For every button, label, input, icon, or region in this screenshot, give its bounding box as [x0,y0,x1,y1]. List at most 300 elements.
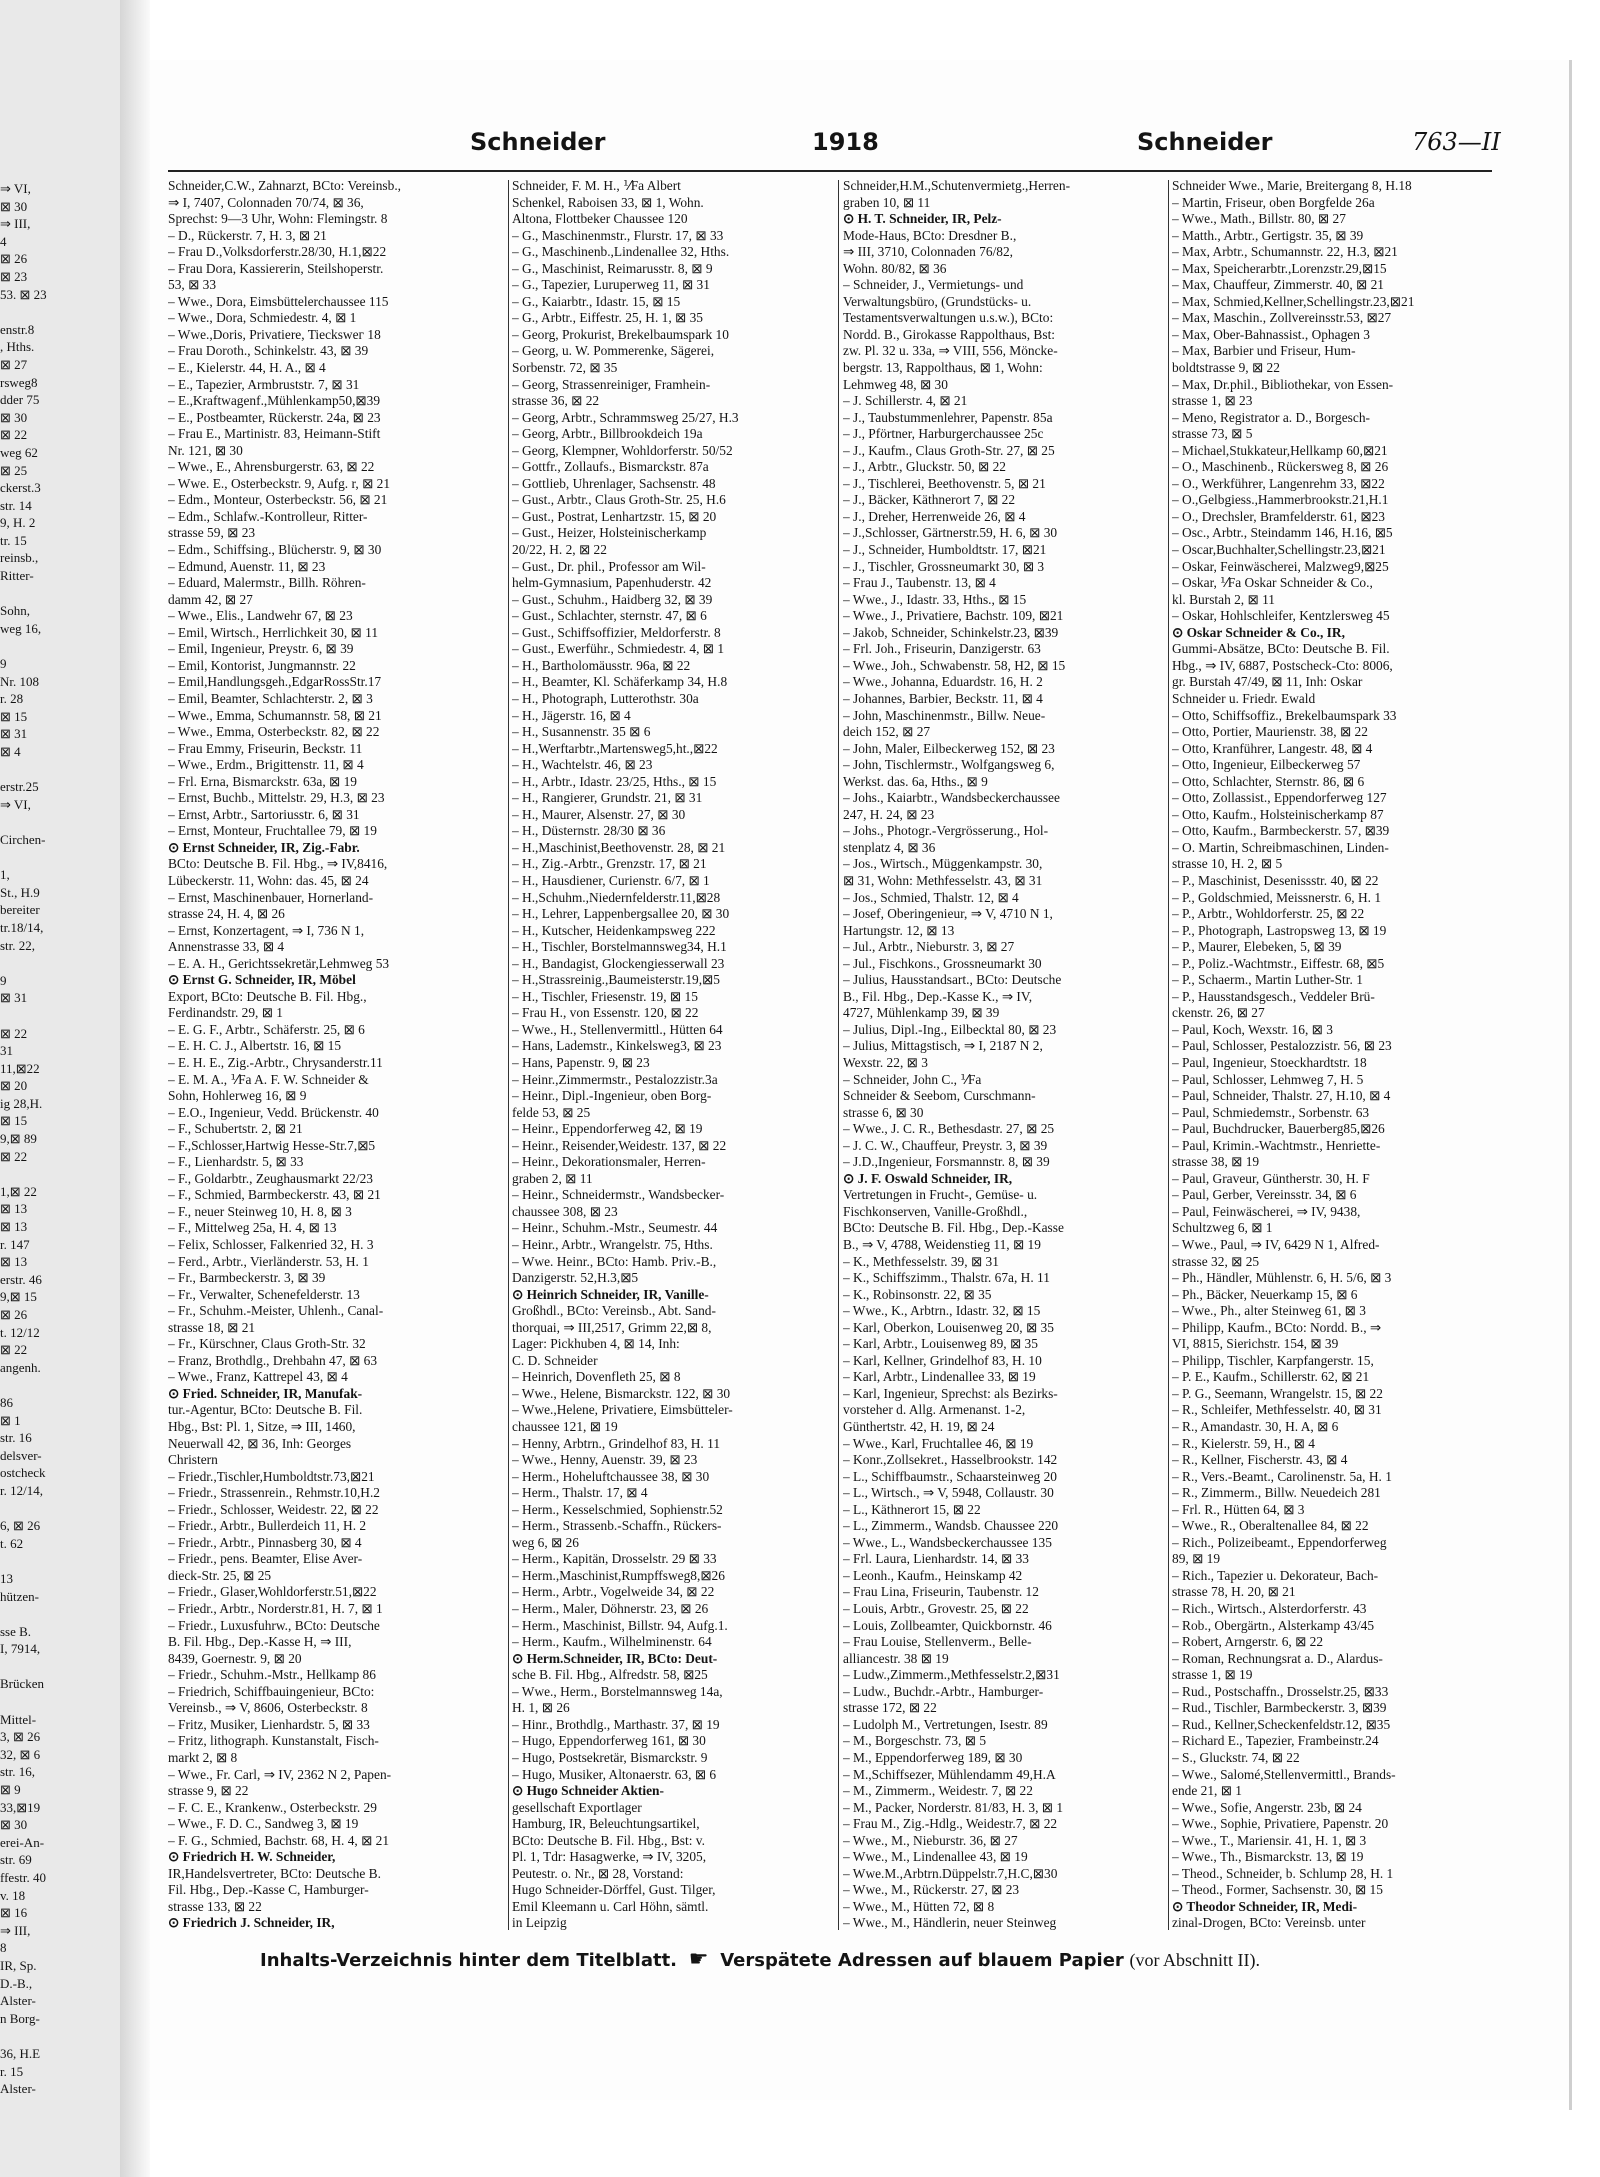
directory-entry-line: – H., Wachtelstr. 46, ⊠ 23 [512,757,653,773]
directory-entry-line: – R., Kielerstr. 59, H., ⊠ 4 [1172,1435,1315,1451]
directory-entry-line: – Wwe., M., Lindenallee 43, ⊠ 19 [843,1849,1028,1865]
directory-entry-line: – Heinr., Reisender,Weidestr. 137, ⊠ 22 [512,1137,727,1153]
directory-entry-line: BCto: Deutsche B. Fil. Hbg., Dep.-Kasse [843,1220,1064,1236]
fragment-line: 32, ⊠ 6 [0,1746,41,1762]
directory-entry-line: – Karl, Kellner, Grindelhof 83, H. 10 [843,1352,1042,1368]
directory-entry-line: – G., Kaiarbtr., Idastr. 15, ⊠ 15 [512,293,681,309]
directory-entry-line: – Jos., Wirtsch., Müggenkampstr. 30, [843,856,1043,872]
fragment-line: str. 69 [0,1852,32,1868]
directory-entry-line: Mode-Haus, BCto: Dresdner B., [843,227,1017,243]
directory-entry-line: ⊙ Herm.Schneider, IR, BCto: Deut- [512,1650,718,1666]
directory-entry-line: – Wwe. Heinr., BCto: Hamb. Priv.-B., [512,1253,717,1269]
directory-entry-line: – M., Packer, Norderstr. 81/83, H. 3, ⊠ 1 [843,1799,1064,1815]
directory-entry-line: – Ernst, Maschinenbauer, Hornerland- [168,889,374,905]
fragment-line: ⊠ 22 [0,1025,28,1041]
directory-entry-line: – Louis, Zollbeamter, Quickbornstr. 46 [843,1617,1052,1633]
directory-entry-line: – Edmund, Auenstr. 11, ⊠ 23 [168,558,326,574]
directory-entry-line: – E. A. H., Gerichtssekretär,Lehmweg 53 [168,955,390,971]
directory-entry-line: Hartungstr. 12, ⊠ 13 [843,922,955,938]
directory-entry-line: – Meno, Registrator a. D., Borgesch- [1172,409,1370,425]
fragment-line: ⊠ 30 [0,1817,28,1833]
directory-entry-line: – J., Schneider, Humboldtstr. 17, ⊠21 [843,542,1047,558]
directory-entry-line: – Oskar, Feinwäscherei, Malzweg9,⊠25 [1172,558,1389,574]
directory-entry-line: – Josef, Oberingenieur, ⇒ V, 4710 N 1, [843,906,1053,922]
directory-entry-line: – Herm., Maschinist, Billstr. 94, Aufg.1. [512,1617,728,1633]
fragment-line: ⇒ VI, [0,181,31,196]
fragment-line: ⊠ 31 [0,726,28,742]
directory-entry-line: Schneider,H.M.,Schutenvermietg.,Herren- [843,178,1071,193]
fragment-line: 1,⊠ 22 [0,1183,37,1199]
directory-entry-line [1172,1932,1492,1933]
directory-entry-line: – J., Tischlerei, Beethovenstr. 5, ⊠ 21 [843,475,1046,491]
fragment-line: erei-An- [0,1834,45,1850]
directory-entry-line: – Jul., Arbtr., Nieburstr. 3, ⊠ 27 [843,939,1015,955]
fragment-line: ⊠ 4 [0,744,21,759]
directory-entry-line: Gummi-Absätze, BCto: Deutsche B. Fil. [1172,641,1390,657]
directory-entry-line: – Paul, Schneider, Thalstr. 27, H.10, ⊠ 4 [1172,1088,1391,1104]
directory-entry-line: – K., Robinsonstr. 22, ⊠ 35 [843,1286,992,1302]
directory-entry-line: – Jos., Schmied, Thalstr. 12, ⊠ 4 [843,889,1019,905]
directory-entry-line: – Otto, Portier, Maurienstr. 38, ⊠ 22 [1172,724,1368,740]
directory-entry-line: – Gust., Dr. phil., Professor am Wil- [512,558,706,574]
directory-entry-line: – Georg, Arbtr., Schrammsweg 25/27, H.3 [512,409,739,425]
directory-entry-line: strasse 18, ⊠ 21 [168,1319,256,1335]
directory-entry-line: – H., Tischler, Borstelmannsweg34, H.1 [512,939,727,955]
pointing-hand-icon: ☛ [688,1947,709,1972]
directory-entry-line: – E. H. E., Zig.-Arbtr., Chrysanderstr.11 [168,1054,383,1070]
directory-entry-line: Wohn. 80/82, ⊠ 36 [843,260,947,276]
fragment-line: Mittel- [0,1711,37,1727]
previous-page-fragments [0,180,120,2098]
directory-entry-line: – Paul, Koch, Wexstr. 16, ⊠ 3 [1172,1021,1333,1037]
directory-entry-line: – G., Arbtr., Eiffestr. 25, H. 1, ⊠ 35 [512,310,703,326]
directory-entry-line: – H., Bandagist, Glockengiesserwall 23 [512,955,725,971]
directory-entry-line: – Hugo, Musiker, Altonaerstr. 63, ⊠ 6 [512,1766,717,1782]
directory-entry-line: – John, Maschinenmstr., Billw. Neue- [843,707,1046,723]
directory-entry-line: – Wwe., Emma, Schumannstr. 58, ⊠ 21 [168,707,382,723]
scan-edge [1569,60,1572,2110]
fragment-line: v. 18 [0,1887,26,1903]
directory-entry-line: – R., Amandastr. 30, H. A, ⊠ 6 [1172,1419,1339,1435]
directory-entry-line: – Ludw.,Zimmerm.,Methfesselstr.2,⊠31 [843,1667,1060,1683]
directory-entry-line: Vertretungen in Frucht-, Gemüse- u. [843,1187,1038,1203]
directory-entry-line: – Emil, Kontorist, Jungmannstr. 22 [168,657,356,673]
fragment-line: tr. 15 [0,532,27,548]
directory-entry-line: B. Fil. Hbg., Dep.-Kasse H, ⇒ III, [168,1634,352,1650]
directory-entry-line: – Wwe., Math., Billstr. 80, ⊠ 27 [1172,211,1346,227]
directory-entry-line: – D., Rückerstr. 7, H. 3, ⊠ 21 [168,227,327,243]
directory-entry-line: – Schneider, John C., ⅟Fa [843,1071,982,1087]
fragment-line: 9, H. 2 [0,515,36,531]
fragment-line: ⊠ 13 [0,1219,28,1235]
directory-entry-line: – Friedrich, Schiffbauingenieur, BCto: [168,1683,375,1699]
fragment-line: 53. ⊠ 23 [0,286,47,302]
fragment-line: ostcheck [0,1465,46,1481]
directory-entry-line: – Friedr., Arbtr., Bullerdeich 11, H. 2 [168,1518,367,1534]
directory-entry-line: tur.-Agentur, BCto: Deutsche B. Fil. [168,1402,363,1418]
directory-entry-line: – Frau Emmy, Friseurin, Beckstr. 11 [168,740,363,756]
directory-entry-line: – Gust., Schiffsoffizier, Meldorferstr. 8 [512,624,721,640]
directory-entry-line: – Herm., Maler, Döhnerstr. 23, ⊠ 26 [512,1601,709,1617]
directory-entry-line: – J., Kaufm., Claus Groth-Str. 27, ⊠ 25 [843,442,1055,458]
directory-entry-line: – Wwe., M., Hütten 72, ⊠ 8 [843,1898,995,1914]
fragment-line: enstr.8 [0,321,35,337]
directory-entry-line: – Robert, Arngerstr. 6, ⊠ 22 [1172,1634,1324,1650]
directory-entry-line: – Wwe., Franz, Kattrepel 43, ⊠ 4 [168,1369,348,1385]
directory-entry-line: – G., Maschinist, Reimarusstr. 8, ⊠ 9 [512,260,713,276]
directory-entry-line: strasse 1, ⊠ 23 [1172,393,1253,409]
directory-entry-line: – Wwe., L., Wandsbeckerchaussee 135 [843,1534,1052,1550]
directory-entry-line: – F., Goldarbtr., Zeughausmarkt 22/23 [168,1170,373,1186]
fragment-line: sse B. [0,1623,32,1639]
directory-entry-line: – Wwe., F. D. C., Sandweg 3, ⊠ 19 [168,1816,359,1832]
directory-entry-line: – H., Kutscher, Heidenkampsweg 222 [512,922,716,938]
fragment-line: ⊠ 27 [0,356,28,372]
directory-entry-line: – Max, Speicherarbtr.,Lorenzstr.29,⊠15 [1172,260,1387,276]
directory-entry-line: – O. Martin, Schreibmaschinen, Linden- [1172,839,1389,855]
directory-entry-line: – John, Maler, Eilbeckerweg 152, ⊠ 23 [843,740,1055,756]
directory-entry-line: chaussee 308, ⊠ 23 [512,1203,618,1219]
directory-entry-line: strasse 38, ⊠ 19 [1172,1154,1260,1170]
directory-entry-line: ⊙ J. F. Oswald Schneider, IR, [843,1170,1013,1186]
directory-entry-line: – Emil,Handlungsgeh.,EdgarRossStr.17 [168,674,382,690]
directory-entry-line: thorquai, ⇒ III,2517, Grimm 22,⊠ 8, [512,1319,712,1335]
directory-entry-line: – H., Bartholomäusstr. 96a, ⊠ 22 [512,657,691,673]
directory-entry-line: – Georg, Strassenreiniger, Framhein- [512,376,711,392]
directory-entry-line: strasse 73, ⊠ 5 [1172,426,1253,442]
directory-entry-line: – Gust., Ewerführ., Schmiedestr. 4, ⊠ 1 [512,641,725,657]
directory-entry-line: – Wwe., E., Ahrensburgerstr. 63, ⊠ 22 [168,459,375,475]
directory-entry-line: – Wwe.M.,Arbtrn.Düppelstr.7,H.C,⊠30 [843,1865,1058,1881]
directory-entry-line: VI, 8815, Sierichstr. 154, ⊠ 39 [1172,1336,1339,1352]
directory-entry-line: – Friedr., Arbtr., Norderstr.81, H. 7, ⊠ 1 [168,1601,383,1617]
directory-entry-line: – Julius, Dipl.-Ing., Eilbecktal 80, ⊠ 23 [843,1021,1057,1037]
directory-entry-line: ⊙ Ernst Schneider, IR, Zig.-Fabr. [168,839,360,855]
directory-entry-line: – Roman, Rechnungsrat a. D., Alardus- [1172,1650,1383,1666]
directory-entry-line: – Matth., Arbtr., Gertigstr. 35, ⊠ 39 [1172,227,1364,243]
fragment-line: weg 62 [0,444,38,460]
directory-entry-line: – Wwe., Th., Bismarckstr. 13, ⊠ 19 [1172,1849,1364,1865]
directory-entry-line: Hbg., ⇒ IV, 6887, Postscheck-Cto: 8006, [1172,657,1393,673]
directory-entry-line: – Wwe., K., Arbtrn., Idastr. 32, ⊠ 15 [843,1303,1041,1319]
fragment-line: 9 [0,656,7,672]
directory-entry-line: – H., Hausdiener, Curienstr. 6/7, ⊠ 1 [512,872,710,888]
directory-entry-line: 53, ⊠ 33 [168,277,217,293]
directory-entry-line: – H., Maurer, Alsenstr. 27, ⊠ 30 [512,806,686,822]
directory-entry-line: – Edm., Monteur, Osterbeckstr. 56, ⊠ 21 [168,492,388,508]
fragment-line [0,1658,120,1676]
directory-entry-line: – Eduard, Malermstr., Billh. Röhren- [168,575,366,591]
directory-entry-line: – Wwe., Salomé,Stellenvermittl., Brands- [1172,1766,1396,1782]
directory-entry-line: Sprechst: 9—3 Uhr, Wohn: Flemingstr. 8 [168,211,388,227]
column-1 [168,178,504,1933]
directory-entry-line: B., Fil. Hbg., Dep.-Kasse K., ⇒ IV, [843,988,1033,1004]
directory-entry-line: – O., Drechsler, Bramfelderstr. 61, ⊠23 [1172,508,1385,524]
directory-entry-line: – Friedr., Schuhm.-Mstr., Hellkamp 86 [168,1667,376,1683]
fragment-line: r. 147 [0,1236,30,1252]
directory-entry-line: – Max, Maschin., Zollvereinsstr.53, ⊠27 [1172,310,1392,326]
directory-entry-line: strasse 6, ⊠ 30 [843,1104,924,1120]
header-right: Schneider [1137,128,1273,156]
directory-entry-line: sche B. Fil. Hbg., Alfredstr. 58, ⊠25 [512,1667,708,1683]
directory-entry-line: – Friedr., Luxusfuhrw., BCto: Deutsche [168,1617,380,1633]
directory-entry-line: – Max, Chauffeur, Zimmerstr. 40, ⊠ 21 [1172,277,1385,293]
directory-entry-line: – Max, Barbier und Friseur, Hum- [1172,343,1356,359]
directory-entry-line: – Wwe., Sofie, Angerstr. 23b, ⊠ 24 [1172,1799,1362,1815]
fragment-line: hützen- [0,1588,39,1604]
directory-entry-line: – E.O., Ingenieur, Vedd. Brückenstr. 40 [168,1104,379,1120]
directory-entry-line: – Frau M., Zig.-Hdlg., Weidestr.7, ⊠ 22 [843,1816,1058,1832]
fragment-line [0,1500,120,1518]
directory-entry-line: – H.,Maschinist,Beethovenstr. 28, ⊠ 21 [512,839,726,855]
directory-entry-line: ⊙ Oskar Schneider & Co., IR, [1172,624,1345,640]
fragment-line: ⊠ 16 [0,1905,28,1921]
directory-entry-line: – Herm., Hoheluftchaussee 38, ⊠ 30 [512,1468,710,1484]
directory-entry-line: – Felix, Schlosser, Falkenried 32, H. 3 [168,1237,374,1252]
directory-entry-line: – Emil, Ingenieur, Preystr. 6, ⊠ 39 [168,641,354,657]
header-left: Schneider [470,128,606,156]
directory-entry-line: – G., Maschinenmstr., Flurstr. 17, ⊠ 33 [512,227,724,243]
directory-entry-line: – Michael,Stukkateur,Hellkamp 60,⊠21 [1172,442,1388,458]
directory-entry-line: – Wwe., M., Händlerin, neuer Steinweg [843,1915,1057,1931]
directory-entry-line: IR,Handelsvertreter, BCto: Deutsche B. [168,1865,381,1881]
directory-entry-line: – Otto, Zollassist., Eppendorferweg 127 [1172,790,1387,806]
directory-entry-line: – Wwe., J., Idastr. 33, Hths., ⊠ 15 [843,591,1027,607]
directory-entry-line: – Paul, Schlosser, Pestalozzistr. 56, ⊠ 23 [1172,1038,1392,1054]
directory-entry-line: – P., Poliz.-Wachtmstr., Eiffestr. 68, ⊠5 [1172,955,1385,971]
fragment-line [0,1007,120,1025]
directory-entry-line: – Wwe., Johanna, Eduardstr. 16, H. 2 [843,674,1043,690]
binding-shadow [120,0,150,2177]
directory-entry-line: – Wwe., Elis., Landwehr 67, ⊠ 23 [168,608,353,624]
fragment-line: ⇒ III, [0,216,31,232]
fragment-line: 11,⊠22 [0,1060,40,1076]
directory-entry-line: strasse 10, H. 2, ⊠ 5 [1172,856,1283,872]
directory-entry-line: – Paul, Gerber, Vereinsstr. 34, ⊠ 6 [1172,1187,1357,1203]
directory-entry-line: – Heinrich, Dovenfleth 25, ⊠ 8 [512,1369,681,1385]
directory-entry-line: helm-Gymnasium, Papenhuderstr. 42 [512,575,712,591]
directory-entry-line: – M., Eppendorferweg 189, ⊠ 30 [843,1749,1023,1765]
directory-entry-line: – Ph., Bäcker, Neuerkamp 15, ⊠ 6 [1172,1286,1358,1302]
directory-entry-line: graben 10, ⊠ 11 [843,194,931,210]
directory-entry-line: 4727, Mühlenkamp 39, ⊠ 39 [843,1005,1000,1021]
directory-entry-line: – Paul, Schlosser, Lehmweg 7, H. 5 [1172,1071,1364,1087]
fragment-line: ⊠ 22 [0,1342,28,1358]
directory-entry-line: – Edm., Schiffsing., Blücherstr. 9, ⊠ 30 [168,542,382,558]
directory-entry-line: – Fritz, Musiker, Lienhardstr. 5, ⊠ 33 [168,1716,370,1732]
directory-entry-line: – Franz, Brothdlg., Drehbahn 47, ⊠ 63 [168,1352,378,1368]
directory-entry-line: – J., Dreher, Herrenweide 26, ⊠ 4 [843,508,1026,524]
directory-entry-line: – Ernst, Monteur, Fruchtallee 79, ⊠ 19 [168,823,377,839]
directory-entry-line: Pl. 1, Tdr: Hasagwerke, ⇒ IV, 3205, [512,1849,707,1865]
directory-entry-line: – E. G. F., Arbtr., Schäferstr. 25, ⊠ 6 [168,1021,365,1037]
fragment-line: 86 [0,1394,13,1410]
directory-entry-line: – Hugo, Eppendorferweg 161, ⊠ 30 [512,1733,706,1749]
fragment-line [0,1605,120,1623]
directory-entry-line: – Heinr., Dekorationsmaler, Herren- [512,1154,706,1170]
directory-entry-line: – M., Borgeschstr. 73, ⊠ 5 [843,1733,987,1749]
fragment-line: ⊠ 22 [0,427,28,443]
fragment-line: str. 14 [0,497,32,513]
directory-entry-line: – Georg, Prokurist, Brekelbaumspark 10 [512,326,729,342]
directory-entry-line: – Osc., Arbtr., Steindamm 146, H.16, ⊠5 [1172,525,1393,541]
directory-entry-line: – H., Zig.-Arbtr., Grenzstr. 17, ⊠ 21 [512,856,707,872]
directory-entry-line: – Jakob, Schneider, Schinkelstr.23, ⊠39 [843,624,1059,640]
footer-note [260,1947,1460,1972]
directory-entry-line: – Friedr.,Tischler,Humboldtstr.73,⊠21 [168,1468,375,1484]
directory-entry-line: – Ernst, Arbtr., Sartoriusstr. 6, ⊠ 31 [168,806,360,822]
fragment-line: ⊠ 22 [0,1148,28,1164]
directory-entry-line: – F. G., Schmied, Bachstr. 68, H. 4, ⊠ 21 [168,1832,390,1848]
fragment-line [0,2027,120,2045]
fragment-line: ⊠ 1 [0,1412,21,1428]
page-number: 763—II [1412,128,1501,156]
directory-entry-line: – Philipp, Tischler, Karpfangerstr. 15, [1172,1352,1374,1368]
directory-entry-line: – Emil, Wirtsch., Herrlichkeit 30, ⊠ 11 [168,624,379,640]
column-divider [838,180,839,1930]
directory-entry-line: stenplatz 4, ⊠ 36 [843,839,936,855]
directory-entry-line: – K., Schiffszimm., Thalstr. 67a, H. 11 [843,1270,1050,1286]
directory-entry-line: – E. H. C. J., Albertstr. 16, ⊠ 15 [168,1038,342,1054]
directory-entry-line: graben 2, ⊠ 11 [512,1170,593,1186]
directory-entry-line: – P., Maurer, Elebeken, 5, ⊠ 39 [1172,939,1342,955]
directory-entry-line: C. D. Schneider [512,1352,598,1368]
directory-entry-line: Schneider, F. M. H., ⅟Fa Albert [512,178,681,193]
directory-entry-line: – M., Zimmerm., Weidestr. 7, ⊠ 22 [843,1783,1033,1799]
directory-entry-line: – Herm., Kesselschmied, Sophienstr.52 [512,1501,723,1517]
directory-entry-line: – Heinr., Schuhm.-Mstr., Seumestr. 44 [512,1220,718,1236]
directory-entry-line: – Wwe., Fr. Carl, ⇒ IV, 2362 N 2, Papen- [168,1766,392,1782]
directory-entry-line: – P., Photograph, Lastropsweg 13, ⊠ 19 [1172,922,1387,938]
fragment-line: 33,⊠19 [0,1799,41,1815]
directory-entry-line: – R., Schleifer, Methfesselstr. 40, ⊠ 31 [1172,1402,1382,1418]
directory-entry-line: – E., Postbeamter, Rückerstr. 24a, ⊠ 23 [168,409,381,425]
directory-entry-line: – Herm., Kapitän, Drosselstr. 29 ⊠ 33 [512,1551,717,1567]
directory-entry-line: ⊙ Theodor Schneider, IR, Medi- [1172,1898,1358,1914]
directory-entry-line: – Otto, Kaufm., Holsteinischerkamp 87 [1172,806,1384,822]
fragment-line: 9,⊠ 15 [0,1289,37,1305]
directory-entry-line: – P. E., Kaufm., Schillerstr. 62, ⊠ 21 [1172,1369,1370,1385]
header-rule [168,170,1492,172]
directory-entry-line: – O.,Gelbgiess.,Hammerbrookstr.21,H.1 [1172,492,1389,508]
fragment-line [0,585,120,603]
fragment-line [0,303,120,321]
directory-entry-line: – Wwe., Sophie, Privatiere, Papenstr. 20 [1172,1816,1389,1832]
directory-entry-line: felde 53, ⊠ 25 [512,1104,591,1120]
directory-entry-line: – H., Düsternstr. 28/30 ⊠ 36 [512,823,666,839]
directory-entry-line: in Leipzig [512,1915,567,1931]
directory-entry-line: Schneider Wwe., Marie, Breitergang 8, H.18 [1172,178,1412,193]
directory-entry-line: – Ernst, Buchb., Mittelstr. 29, H.3, ⊠ 23 [168,790,385,806]
directory-entry-line: – Frau H., von Essenstr. 120, ⊠ 22 [512,1005,699,1021]
directory-entry-line: – Wwe., M., Nieburstr. 36, ⊠ 27 [843,1832,1018,1848]
directory-entry-line: – Oscar,Buchhalter,Schellingstr.23,⊠21 [1172,542,1386,558]
fragment-line: ⇒ VI, [0,796,31,812]
directory-entry-line: – F., Lienhardstr. 5, ⊠ 33 [168,1154,304,1170]
directory-entry-line [168,1932,504,1933]
directory-entry-line: – Herm., Strassenb.-Schaffn., Rückers- [512,1518,722,1534]
fragment-line: ⊠ 13 [0,1254,28,1270]
fragment-line: 36, H.E [0,2045,41,2061]
directory-entry-line: – Julius, Hausstandsart., BCto: Deutsche [843,972,1062,988]
directory-entry-line: – E. M. A., ⅟Fa A. F. W. Schneider & [168,1071,369,1087]
directory-entry-line: – Wwe., J. C. R., Bethesdastr. 27, ⊠ 25 [843,1121,1055,1137]
directory-entry-line: Altona, Flottbeker Chaussee 120 [512,211,688,227]
directory-entry-line: – John, Tischlermstr., Wolfgangsweg 6, [843,757,1055,773]
directory-entry-line: damm 42, ⊠ 27 [168,591,253,607]
directory-entry-line: – Rich., Polizeibeamt., Eppendorferweg [1172,1534,1387,1550]
fragment-line: ⊠ 15 [0,708,28,724]
fragment-line: Nr. 108 [0,673,39,689]
directory-entry-line: Nordd. B., Girokasse Rappolthaus, Bst: [843,326,1056,342]
directory-entry-line: – Fr., Barmbeckerstr. 3, ⊠ 39 [168,1270,326,1286]
directory-entry-line: – Karl, Arbtr., Lindenallee 33, ⊠ 19 [843,1369,1036,1385]
directory-entry-line: strasse 78, H. 20, ⊠ 21 [1172,1584,1296,1600]
fragment-line: ⊠ 25 [0,462,28,478]
fragment-line [0,761,120,779]
directory-entry-line: – J., Arbtr., Gluckstr. 50, ⊠ 22 [843,459,1006,475]
directory-entry-line: – Heinr., Schneidermstr., Wandsbecker- [512,1187,725,1203]
directory-entry-line: Ferdinandstr. 29, ⊠ 1 [168,1005,283,1021]
directory-entry-line: – Frau D.,Volksdorferstr.28/30, H.1,⊠22 [168,244,387,260]
directory-entry-line: – G., Tapezier, Luruperweg 11, ⊠ 31 [512,277,710,293]
directory-entry-line: – E., Kielerstr. 44, H. A., ⊠ 4 [168,360,326,376]
directory-entry-line: – Wwe.,Helene, Privatiere, Eimsbütteler- [512,1402,733,1418]
directory-entry-line: – Fr., Kürschner, Claus Groth-Str. 32 [168,1336,366,1352]
directory-entry-line: – Gust., Arbtr., Claus Groth-Str. 25, H.6 [512,492,726,508]
directory-entry-line: – Wwe., Henny, Auenstr. 39, ⊠ 23 [512,1452,698,1468]
directory-entry-line: Christern [168,1452,218,1468]
directory-entry-line: – Herm., Kaufm., Wilhelminenstr. 64 [512,1634,712,1650]
directory-entry-line: B., ⇒ V, 4788, Weidenstieg 11, ⊠ 19 [843,1237,1041,1252]
directory-entry-line: – J., Tischler, Grossneumarkt 30, ⊠ 3 [843,558,1045,574]
directory-entry-line: ⊙ Ernst G. Schneider, IR, Möbel [168,972,356,988]
fragment-line: 6, ⊠ 26 [0,1518,41,1534]
directory-entry-line: – J.D.,Ingenieur, Forsmannstr. 8, ⊠ 39 [843,1154,1050,1170]
directory-entry-line: 20/22, H. 2, ⊠ 22 [512,542,607,558]
directory-entry-line: Lehmweg 48, ⊠ 30 [843,376,948,392]
directory-entry-line: Lübeckerstr. 11, Wohn: das. 45, ⊠ 24 [168,872,369,888]
directory-entry-line: – J., Pförtner, Harburgerchaussee 25c [843,426,1044,442]
directory-entry-line: – H., Photograph, Lutterothstr. 30a [512,690,699,706]
directory-entry-line: – F., Schubertstr. 2, ⊠ 21 [168,1121,303,1137]
running-header [172,122,1562,162]
directory-entry-line: – Paul, Buchdrucker, Bauerberg85,⊠26 [1172,1121,1385,1137]
directory-entry-line: – F., Schmied, Barmbeckerstr. 43, ⊠ 21 [168,1187,381,1203]
fragment-line [0,1165,120,1183]
directory-entry-line: – Frl. Joh., Friseurin, Danzigerstr. 63 [843,641,1041,657]
directory-entry-line: – Frau Doroth., Schinkelstr. 43, ⊠ 39 [168,343,369,359]
directory-entry-line: – G., Maschinenb.,Lindenallee 32, Hths. [512,244,730,260]
directory-entry-line: – J. C. W., Chauffeur, Preystr. 3, ⊠ 39 [843,1137,1048,1153]
directory-entry-line: – P. G., Seemann, Wrangelstr. 15, ⊠ 22 [1172,1385,1383,1401]
fragment-line: r. 12/14, [0,1482,43,1498]
fragment-line [0,1552,120,1570]
directory-entry-line: Fischkonserven, Vanille-Großhdl., [843,1203,1028,1219]
fragment-line: 4 [0,233,7,249]
directory-entry-line: – Martin, Friseur, oben Borgfelde 26a [1172,194,1375,210]
directory-entry-line: – Emil, Beamter, Schlachterstr. 2, ⊠ 3 [168,690,373,706]
directory-entry-line: – Karl, Ingenieur, Sprechst: als Bezirks- [843,1385,1058,1401]
fragment-line: 3, ⊠ 26 [0,1729,41,1745]
column-divider [508,180,509,1930]
directory-entry-line: – Otto, Schiffsoffiz., Brekelbaumspark 33 [1172,707,1397,723]
directory-entry-line: – E., Tapezier, Armbruststr. 7, ⊠ 31 [168,376,360,392]
directory-entry-line: – Ferd., Arbtr., Vierländerstr. 53, H. 1 [168,1253,369,1269]
directory-entry-line: – Leonh., Kaufm., Heinskamp 42 [843,1567,1023,1583]
directory-entry-line: – Rob., Obergärtn., Alsterkamp 43/45 [1172,1617,1375,1633]
fragment-line: ⊠ 13 [0,1201,28,1217]
